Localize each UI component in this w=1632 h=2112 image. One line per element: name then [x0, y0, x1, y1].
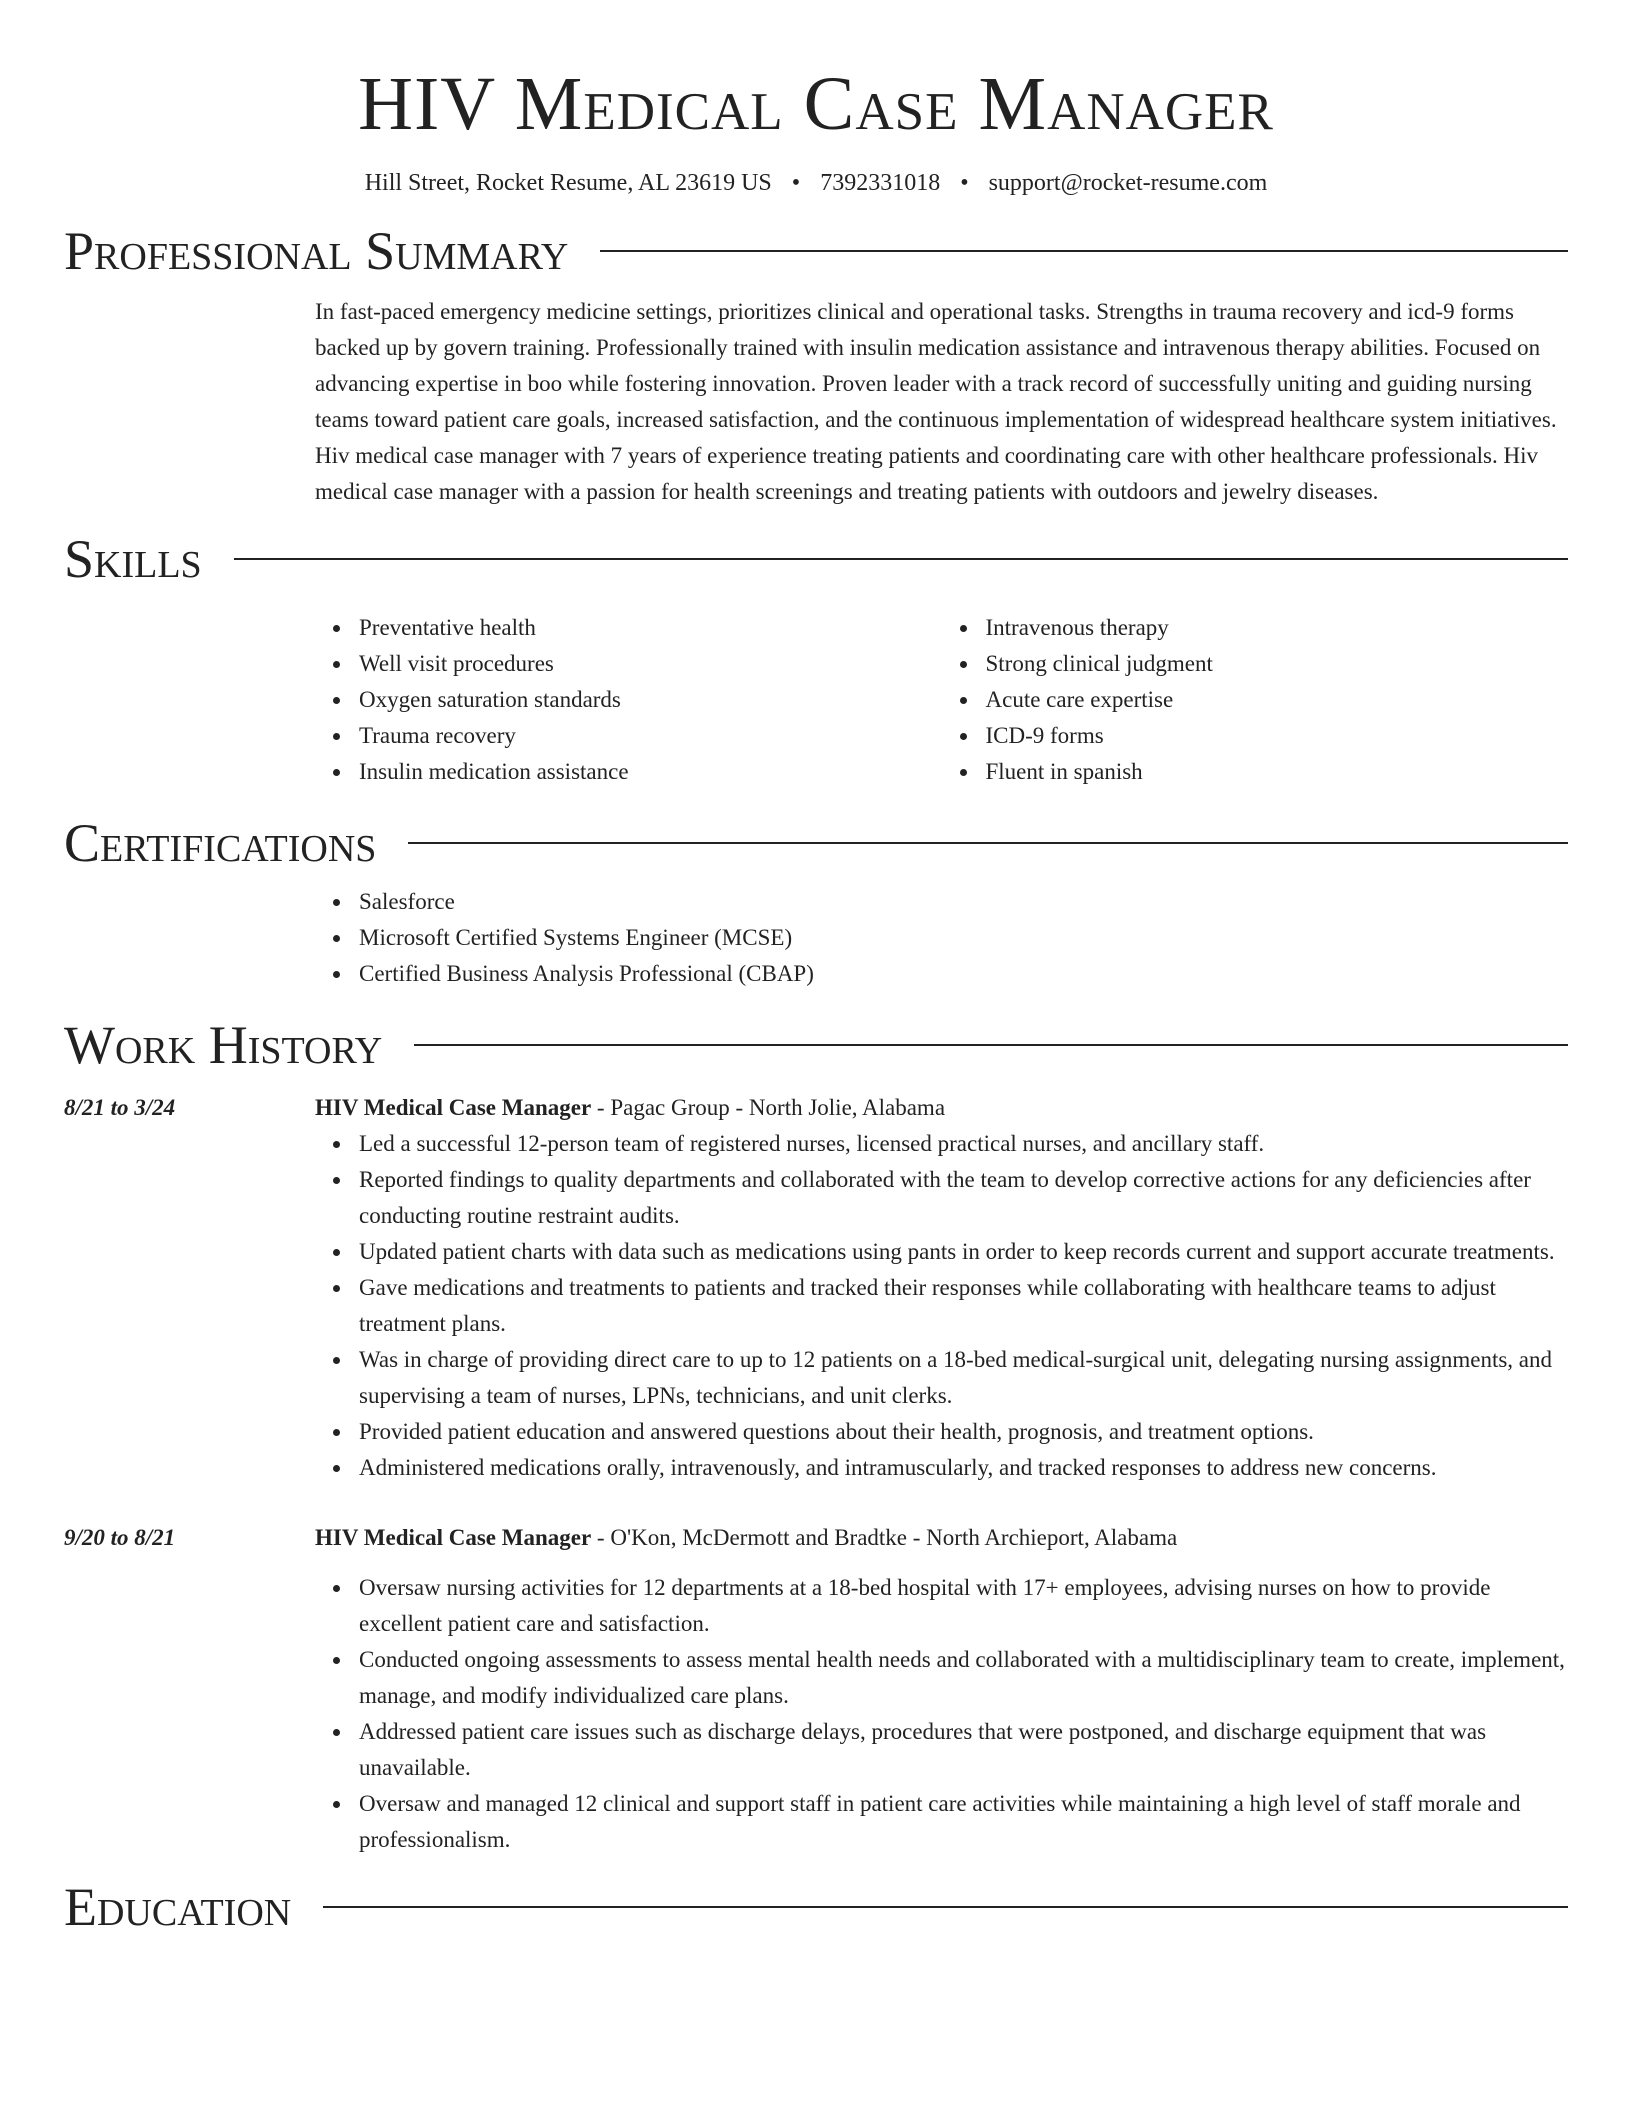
job-bullet: Was in charge of providing direct care to up to 12 patients on a 18-bed medical-surgical unit, delegating nursing assignments, and supervising a team of nurses, LPNs, technicians, and unit clerks. — [359, 1342, 1568, 1414]
section-title-certifications: Certifications — [64, 813, 377, 873]
job-bullet: Led a successful 12-person team of registered nurses, licensed practical nurses, and ancillary staff. — [359, 1126, 1568, 1162]
section-header — [64, 812, 1568, 874]
job-main — [315, 1520, 1568, 1858]
job-heading — [315, 1520, 1568, 1556]
job-entry — [64, 1090, 1568, 1486]
section-title-summary: Professional Summary — [64, 221, 569, 281]
job-dates: 9/20 to 8/21 — [64, 1525, 176, 1550]
skill-item: Preventative health — [359, 610, 942, 646]
contact-phone: 7392331018 — [820, 170, 941, 196]
job-main — [315, 1090, 1568, 1486]
skill-item: Intravenous therapy — [986, 610, 1569, 646]
work-history-section — [64, 1014, 1568, 1858]
job-entry — [64, 1520, 1568, 1858]
job-bullet: Updated patient charts with data such as medications using pants in order to keep records current and support accurate treatments. — [359, 1234, 1568, 1270]
job-bullet: Addressed patient care issues such as discharge delays, procedures that were postponed, and discharge equipment that was unavailable. — [359, 1714, 1568, 1786]
skill-item: Acute care expertise — [986, 682, 1569, 718]
section-header — [64, 220, 1568, 282]
certifications-list — [315, 884, 1568, 992]
skills-grid — [315, 610, 1568, 790]
job-details: - Pagac Group - North Jolie, Alabama — [591, 1095, 946, 1120]
job-details: - O'Kon, McDermott and Bradtke - North Archieport, Alabama — [591, 1525, 1178, 1550]
section-divider — [234, 558, 1568, 560]
job-bullet: Oversaw and managed 12 clinical and support staff in patient care activities while maintaining a high level of staff morale and professionalism. — [359, 1786, 1568, 1858]
job-bullet: Reported findings to quality departments and collaborated with the team to develop corrective actions for any deficiencies after conducting routine restraint audits. — [359, 1162, 1568, 1234]
job-bullet: Gave medications and treatments to patients and tracked their responses while collaborating with healthcare teams to adjust treatment plans. — [359, 1270, 1568, 1342]
job-bullet: Conducted ongoing assessments to assess mental health needs and collaborated with a multidisciplinary team to create, implement, manage, and modify individualized care plans. — [359, 1642, 1568, 1714]
section-title-education: Education — [64, 1877, 292, 1937]
summary-text: In fast-paced emergency medicine settings, prioritizes clinical and operational tasks. Strengths in trauma recovery and icd-9 forms backed up by govern training. Professionally trained with insulin medication assistance and intravenous therapy abilities. Focused on advancing expertise in boo while fostering innovation. Proven leader with a track record of successfully uniting and guiding nursing teams toward patient care goals, increased satisfaction, and the continuous implementation of widespread healthcare system initiatives. Hiv medical case manager with 7 years of experience treating patients and coordinating care with other healthcare professionals. Hiv medical case manager with a passion for health screenings and treating patients with outdoors and jewelry diseases. — [315, 299, 1557, 504]
resume-header — [64, 62, 1568, 198]
summary-section — [64, 220, 1568, 510]
certification-item: Microsoft Certified Systems Engineer (MCSE) — [359, 920, 1568, 956]
skill-item: Insulin medication assistance — [359, 754, 942, 790]
education-section — [64, 1876, 1568, 1938]
section-header — [64, 528, 1568, 590]
contact-email: support@rocket-resume.com — [988, 170, 1268, 196]
skill-item: Fluent in spanish — [986, 754, 1569, 790]
section-divider — [323, 1906, 1568, 1908]
resume-name: HIV Medical Case Manager — [358, 62, 1274, 146]
contact-address: Hill Street, Rocket Resume, AL 23619 US — [364, 170, 772, 196]
section-title-skills: Skills — [64, 529, 202, 589]
skills-section — [64, 528, 1568, 790]
job-bullet-list — [315, 1570, 1568, 1858]
skill-item: Trauma recovery — [359, 718, 942, 754]
certifications-body — [64, 884, 1568, 992]
certification-item: Salesforce — [359, 884, 1568, 920]
contact-line — [64, 168, 1568, 198]
section-divider — [600, 250, 1568, 252]
contact-separator: • — [960, 170, 969, 196]
job-dates: 8/21 to 3/24 — [64, 1095, 176, 1120]
skill-item: ICD-9 forms — [986, 718, 1569, 754]
job-bullet: Oversaw nursing activities for 12 departments at a 18-bed hospital with 17+ employees, advising nurses on how to provide excellent patient care and satisfaction. — [359, 1570, 1568, 1642]
skill-item: Oxygen saturation standards — [359, 682, 942, 718]
skill-item: Strong clinical judgment — [986, 646, 1569, 682]
skills-list-left — [315, 610, 942, 790]
section-header — [64, 1014, 1568, 1076]
section-header — [64, 1876, 1568, 1938]
section-title-work-history: Work History — [64, 1015, 383, 1075]
summary-body — [64, 294, 1568, 510]
section-divider — [408, 842, 1568, 844]
job-bullet: Provided patient education and answered questions about their health, prognosis, and treatment options. — [359, 1414, 1568, 1450]
certifications-section — [64, 812, 1568, 992]
job-title: HIV Medical Case Manager — [315, 1095, 592, 1120]
job-bullet-list — [315, 1126, 1568, 1486]
certification-item: Certified Business Analysis Professional (CBAP) — [359, 956, 1568, 992]
job-heading — [315, 1090, 1568, 1126]
job-title: HIV Medical Case Manager — [315, 1525, 592, 1550]
skill-item: Well visit procedures — [359, 646, 942, 682]
contact-separator: • — [791, 170, 801, 196]
section-divider — [414, 1044, 1568, 1046]
skills-list-right — [942, 610, 1569, 790]
skills-body — [64, 610, 1568, 790]
job-bullet: Administered medications orally, intravenously, and intramuscularly, and tracked responses to address new concerns. — [359, 1450, 1568, 1486]
